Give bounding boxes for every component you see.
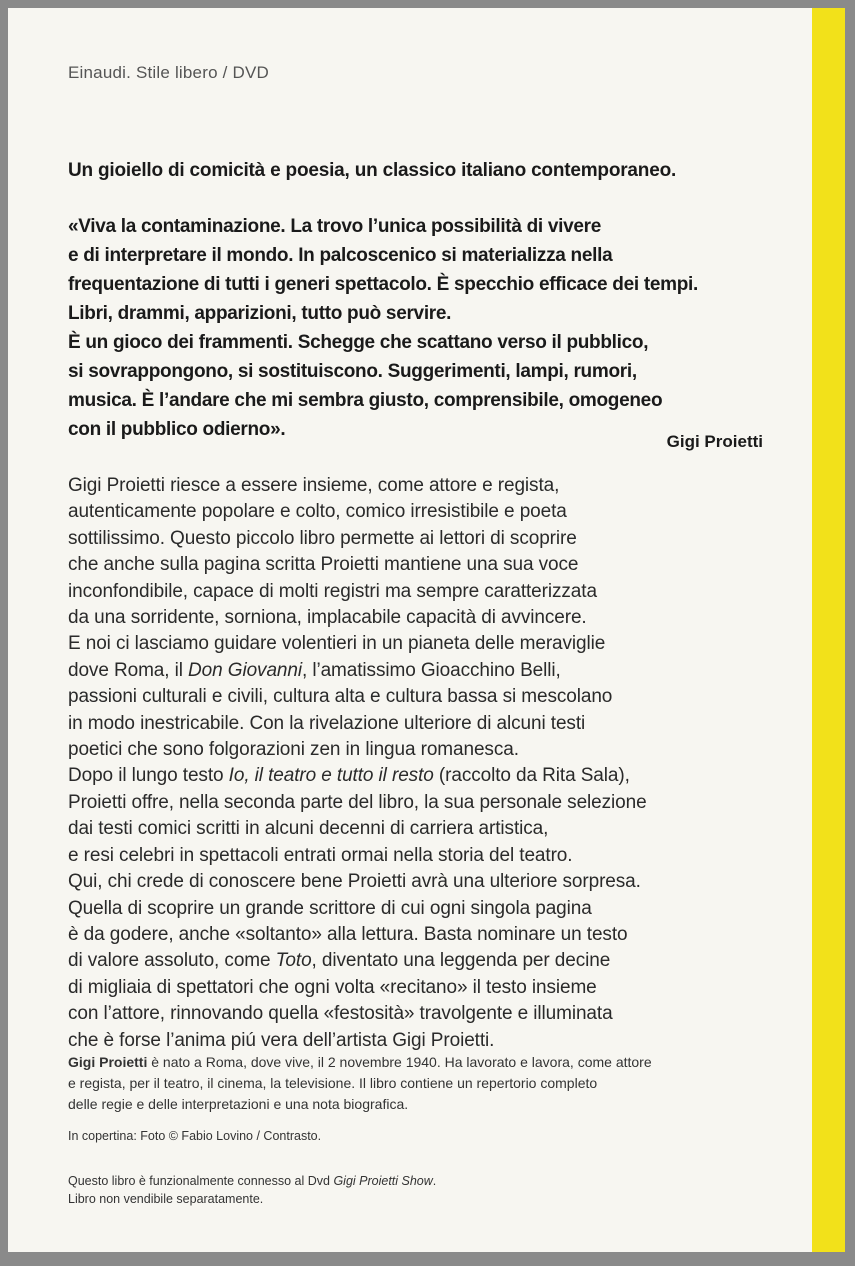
blurb-line: e resi celebri in spettacoli entrati ormai nella storia del teatro. <box>68 844 573 866</box>
quote-line: Libri, drammi, apparizioni, tutto può servire. <box>68 303 452 324</box>
dvd-title: Gigi Proietti Show <box>333 1174 433 1188</box>
headline: Un gioiello di comicità e poesia, un classico italiano contemporaneo. <box>68 160 677 181</box>
blurb-line <box>68 948 768 974</box>
blurb-text: (raccolto da Rita Sala), <box>433 765 630 787</box>
blurb-text: dove Roma, il <box>68 659 189 681</box>
note-text: . <box>432 1174 437 1188</box>
bio-line: e regista, per il teatro, il cinema, la televisione. Il libro contiene un repertorio completo <box>68 1075 598 1091</box>
note-text: Questo libro è funzionalmente connesso al Dvd <box>68 1174 334 1188</box>
blurb <box>68 473 768 1054</box>
quote-author: Gigi Proietti <box>666 432 763 451</box>
blurb-line: che è forse l’anima piú vera dell’artista Gigi Proietti. <box>68 1029 495 1051</box>
quote-line: È un gioco dei frammenti. Schegge che scattano verso il pubblico, <box>68 332 649 353</box>
yellow-spine <box>812 8 845 1252</box>
quote-line: e di interpretare il mondo. In palcoscenico si materializza nella <box>68 245 613 266</box>
blurb-line: Quella di scoprire un grande scrittore di cui ogni singola pagina <box>68 897 592 919</box>
blurb-line: sottilissimo. Questo piccolo libro permette ai lettori di scoprire <box>68 527 577 549</box>
series-label: Einaudi. Stile libero / DVD <box>68 63 269 82</box>
dvd-note <box>68 1172 436 1208</box>
blurb-text: di valore assoluto, come <box>68 950 276 972</box>
blurb-line: E noi ci lasciamo guidare volentieri in un pianeta delle meraviglie <box>68 633 606 655</box>
blurb-text: Dopo il lungo testo <box>68 765 229 787</box>
quote-line: si sovrappongono, si sostituiscono. Suggerimenti, lampi, rumori, <box>68 361 637 382</box>
title-io-il-teatro: Io, il teatro e tutto il resto <box>228 765 434 787</box>
note-line <box>68 1172 436 1190</box>
blurb-line <box>68 763 768 789</box>
quote-line: frequentazione di tutti i generi spettacolo. È specchio efficace dei tempi. <box>68 274 698 295</box>
blurb-line: passioni culturali e civili, cultura alta e cultura bassa si mescolano <box>68 686 613 708</box>
blurb-line: autenticamente popolare e colto, comico irresistibile e poeta <box>68 501 567 523</box>
blurb-line: inconfondibile, capace di molti registri ma sempre caratterizzata <box>68 580 597 602</box>
blurb-line: di migliaia di spettatori che ogni volta «recitano» il testo insieme <box>68 976 597 998</box>
blurb-line <box>68 658 768 684</box>
cover-credit: In copertina: Foto © Fabio Lovino / Contrasto. <box>68 1129 322 1143</box>
bio-text: è nato a Roma, dove vive, il 2 novembre 1940. Ha lavorato e lavora, come attore <box>147 1054 652 1070</box>
bio-line: delle regie e delle interpretazioni e una nota biografica. <box>68 1096 409 1112</box>
blurb-line: è da godere, anche «soltanto» alla lettura. Basta nominare un testo <box>68 923 628 945</box>
blurb-line: dai testi comici scritti in alcuni decenni di carriera artistica, <box>68 818 549 840</box>
bio-name: Gigi Proietti <box>68 1054 148 1070</box>
blurb-line: da una sorridente, sorniona, implacabile capacità di avvincere. <box>68 607 587 629</box>
blurb-line: poetici che sono folgorazioni zen in lingua romanesca. <box>68 739 519 761</box>
blurb-line: in modo inestricabile. Con la rivelazione ulteriore di alcuni testi <box>68 712 586 734</box>
quote-line: con il pubblico odierno». <box>68 419 286 440</box>
quote-line: «Viva la contaminazione. La trovo l’unica possibilità di vivere <box>68 216 601 237</box>
bio-line <box>68 1052 768 1073</box>
blurb-line: Proietti offre, nella seconda parte del libro, la sua personale selezione <box>68 791 647 813</box>
blurb-text: , diventato una leggenda per decine <box>311 950 611 972</box>
blurb-line: che anche sulla pagina scritta Proietti mantiene una sua voce <box>68 554 579 576</box>
author-bio <box>68 1052 768 1115</box>
author-quote <box>68 212 768 444</box>
blurb-line: Gigi Proietti riesce a essere insieme, come attore e regista, <box>68 475 560 496</box>
back-cover <box>8 8 812 1252</box>
note-line: Libro non vendibile separatamente. <box>68 1192 264 1206</box>
title-don-giovanni: Don Giovanni <box>188 659 302 681</box>
quote-line: musica. È l’andare che mi sembra giusto, comprensibile, omogeneo <box>68 390 663 411</box>
blurb-text: , l’amatissimo Gioacchino Belli, <box>301 659 561 681</box>
blurb-line: Qui, chi crede di conoscere bene Proietti avrà una ulteriore sorpresa. <box>68 871 641 893</box>
title-toto: Toto <box>275 950 312 972</box>
blurb-line: con l’attore, rinnovando quella «festosità» travolgente e illuminata <box>68 1003 613 1025</box>
